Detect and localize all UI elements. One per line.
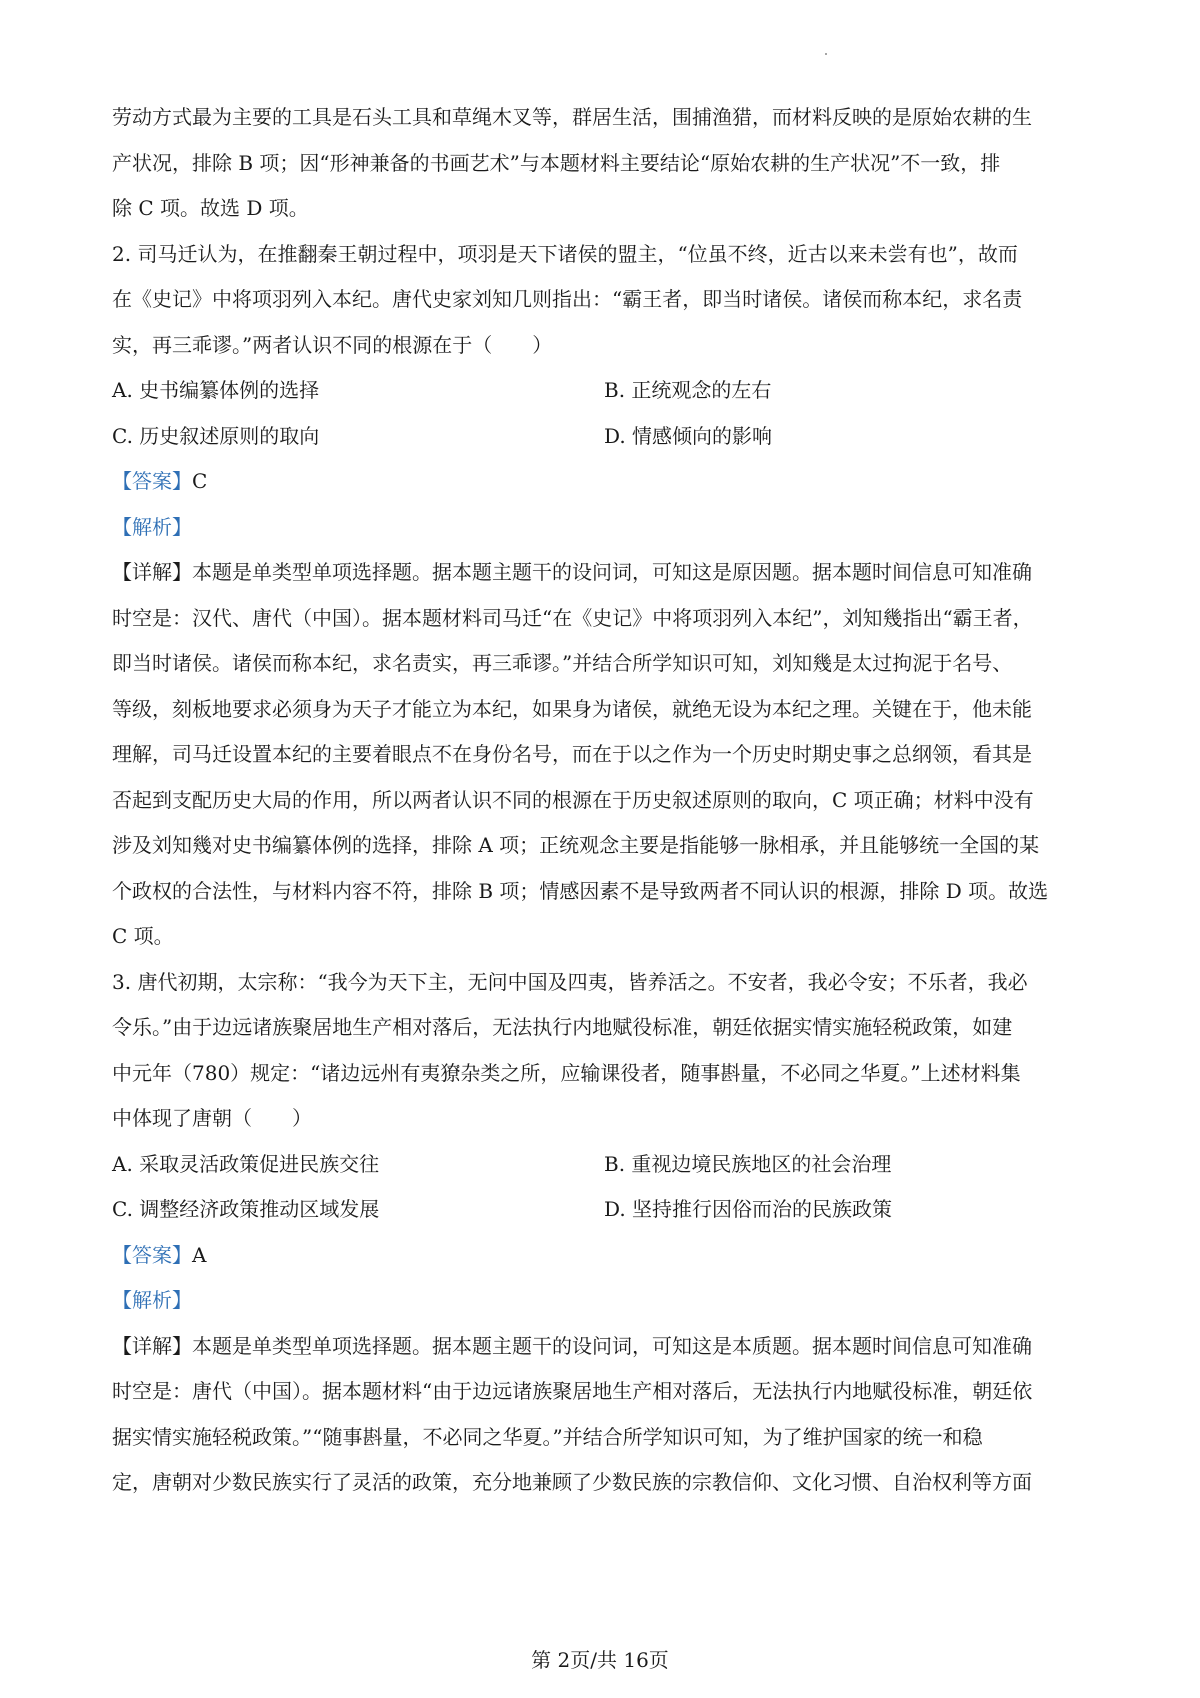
page-number: 第 2页/共 16页 — [531, 1648, 669, 1672]
text-line: 劳动方式最为主要的工具是石头工具和草绳木叉等，群居生活，围捕渔猎，而材料反映的是原始农耕的生 — [112, 105, 1032, 129]
answer-value: C — [192, 469, 208, 493]
detail-line: 涉及刘知幾对史书编纂体例的选择，排除 A 项；正统观念主要是指能够一脉相承，并且能够统一全国的某 — [112, 833, 1040, 857]
detail-text: 本题是单类型单项选择题。据本题主题干的设问词，可知这是本质题。据本题时间信息可知准确 — [192, 1333, 1032, 1358]
option-a: A. 采取灵活政策促进民族交往 — [112, 1151, 380, 1176]
option-d: D. 情感倾向的影响 — [604, 423, 773, 448]
detail-line: 即当时诸侯。诸侯而称本纪，求名责实，再三乖谬。”并结合所学知识可知，刘知幾是太过拘泥于名号、 — [112, 651, 1013, 675]
answer-tag: 【答案】 — [112, 469, 192, 493]
detail-line: 否起到支配历史大局的作用，所以两者认识不同的根源在于历史叙述原则的取向，C 项正确；材料中没有 — [112, 787, 1034, 812]
detail-line: C 项。 — [112, 924, 174, 948]
option-b: B. 正统观念的左右 — [604, 378, 772, 402]
continuation-block — [112, 95, 1097, 232]
question-2 — [112, 232, 1097, 960]
analysis-tag: 【解析】 — [112, 1288, 192, 1312]
question-stem-line: 在《史记》中将项羽列入本纪。唐代史家刘知几则指出：“霸王者，即当时诸侯。诸侯而称本纪，求名责 — [112, 287, 1023, 311]
options-row — [112, 414, 1097, 460]
answer-line — [112, 459, 1097, 505]
analysis-tag: 【解析】 — [112, 514, 192, 539]
detail-line: 个政权的合法性，与材料内容不符，排除 B 项；情感因素不是导致两者不同认识的根源，排除 D 项。故选 — [112, 878, 1049, 903]
detail-line — [112, 550, 1097, 596]
detail-line: 理解，司马迁设置本纪的主要着眼点不在身份名号，而在于以之作为一个历史时期史事之总纲领，看其是 — [112, 742, 1032, 766]
question-stem-line: 实，再三乖谬。”两者认识不同的根源在于（ ） — [112, 332, 553, 357]
question-stem-line: 中元年（780）规定：“诸边远州有夷獠杂类之所，应输课役者，随事斟量，不必同之华夏。”上述材料集 — [112, 1060, 1021, 1085]
option-c: C. 历史叙述原则的取向 — [112, 423, 320, 448]
scan-dot — [825, 53, 827, 55]
detail-tag: 【详解】 — [112, 560, 192, 584]
question-stem-line: 令乐。”由于边远诸族聚居地生产相对落后，无法执行内地赋役标准，朝廷依据实情实施轻税政策，如建 — [112, 1015, 1013, 1039]
page-content — [112, 95, 1097, 1506]
question-3 — [112, 960, 1097, 1506]
page-footer — [0, 1648, 1200, 1672]
options-row — [112, 1142, 1097, 1188]
detail-line: 时空是：唐代（中国）。据本题材料“由于边远诸族聚居地生产相对落后，无法执行内地赋役标准，朝廷依 — [112, 1379, 1033, 1403]
answer-tag: 【答案】 — [112, 1242, 192, 1267]
option-d: D. 坚持推行因俗而治的民族政策 — [604, 1197, 893, 1221]
detail-tag: 【详解】 — [112, 1333, 192, 1358]
text-line: 除 C 项。故选 D 项。 — [112, 196, 309, 220]
detail-line: 等级，刻板地要求必须身为天子才能立为本纪，如果身为诸侯，就绝无设为本纪之理。关键在于，他未能 — [112, 696, 1032, 721]
question-stem-line: 中体现了唐朝（ ） — [112, 1106, 312, 1130]
analysis-heading — [112, 505, 1097, 551]
option-c: C. 调整经济政策推动区域发展 — [112, 1197, 380, 1221]
answer-line — [112, 1233, 1097, 1279]
option-b: B. 重视边境民族地区的社会治理 — [604, 1151, 892, 1176]
detail-line — [112, 1324, 1097, 1370]
detail-text: 本题是单类型单项选择题。据本题主题干的设问词，可知这是原因题。据本题时间信息可知准确 — [192, 560, 1032, 584]
question-stem-line: 2. 司马迁认为，在推翻秦王朝过程中，项羽是天下诸侯的盟主，“位虽不终，近古以来未尝有也”，故而 — [112, 241, 1018, 266]
options-row — [112, 1187, 1097, 1233]
detail-line: 据实情实施轻税政策。”“随事斟量，不必同之华夏。”并结合所学知识可知，为了维护国家的统一和稳 — [112, 1424, 983, 1449]
option-a: A. 史书编纂体例的选择 — [112, 378, 320, 402]
detail-line: 时空是：汉代、唐代（中国）。据本题材料司马迁“在《史记》中将项羽列入本纪”，刘知幾指出“霸王者， — [112, 605, 1033, 630]
answer-value: A — [192, 1242, 207, 1267]
text-line: 产状况，排除 B 项；因“形神兼备的书画艺术”与本题材料主要结论“原始农耕的生产状况”不一致，排 — [112, 150, 1001, 175]
question-stem-line: 3. 唐代初期，太宗称：“我今为天下主，无问中国及四夷，皆养活之。不安者，我必令安；不乐者，我必 — [112, 969, 1028, 994]
analysis-heading — [112, 1278, 1097, 1324]
options-row — [112, 368, 1097, 414]
detail-line: 定，唐朝对少数民族实行了灵活的政策，充分地兼顾了少数民族的宗教信仰、文化习惯、自治权利等方面 — [112, 1470, 1032, 1494]
